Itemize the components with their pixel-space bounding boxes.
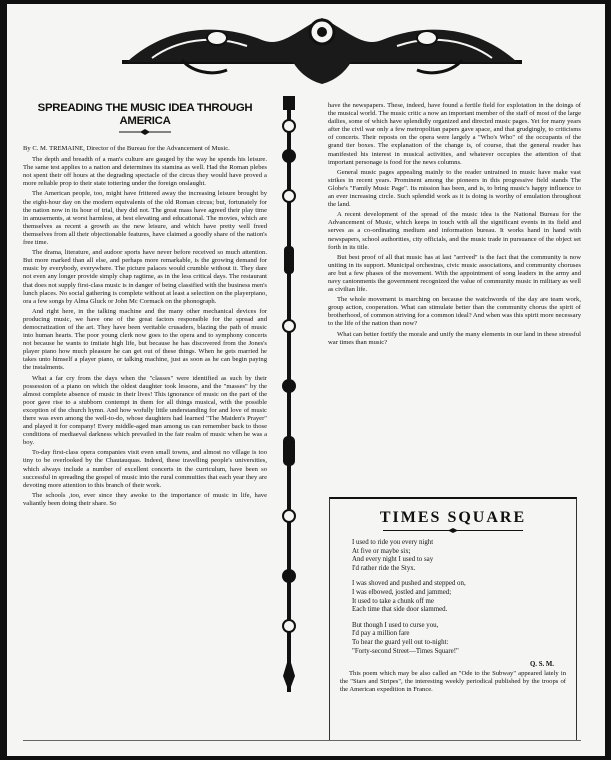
poem-body: [352, 539, 576, 656]
article-headline: SPREADING THE MUSIC IDEA THROUGH AMERICA: [37, 102, 253, 127]
poem-stanza: [352, 622, 576, 656]
poem-stanza: [352, 539, 576, 573]
article-paragraph: The whole movement is marching on because the watchwords of the day are team work, group action, cooperation. What can stimulate better than the community chorus the spirit of brotherhood, of common striving for a common ideal? And when was this spirit more necessary to the life of the nation than now?: [328, 296, 581, 328]
article-paragraph: But best proof of all that music has at last "arrived" is the fact that the community is now uniting in its support. Municipal orchestras, civic music associations, and community choruses are but a few phases of the movement. With the appointment of song leaders in the army and navy cantonments the government recognized the value of community music in military as well as civilian life.: [328, 253, 581, 294]
magazine-page: [7, 4, 605, 756]
article-paragraph: What can better fortify the morale and unify the many elements in our land in these stressful war times than music?: [328, 330, 581, 346]
article-right-column: [328, 102, 581, 349]
poem-line: I used to ride you every night: [352, 539, 434, 546]
poem-title: TIMES SQUARE: [379, 509, 527, 526]
article-left-column: [23, 102, 267, 510]
article-paragraph: And right here, in the talking machine and the many other mechanical devices for producing music, we have one of the great factors responsible for the spread and democratization of the art. They have been veritable crusaders, blazing the path of music into human hearts. The poor young clerk now goes to the opera and to symphony concerts not because he wants to imitate high life, but because he has discovered from the Jones's player piano how much pleasure he can get out of these things. When he gets married he takes unto himself a player piano, or talking machine, just as soon as he can begin paying the instalments.: [23, 307, 267, 372]
poem-line: It used to take a chunk off me: [352, 597, 434, 605]
poem-title-rule: [383, 528, 523, 533]
article-paragraph: A recent development of the spread of the music idea is the National Bureau for the Advancement of Music, which keeps in touch with all the significant events in its field and serves as a co-ordinating medium and information bureau. It works hand in hand with newspapers, school authorities, city officials, and the music trade in pursuance of the object set forth in its title.: [328, 211, 581, 251]
article-paragraph: The American people, too, might have frittered away the increasing leisure brought by the eight-hour day on the modern equivalents of the old Roman circus; but, fortunately for the nation now in its hour of trial, they did not. The great mass have agreed their play time in amusements, at worst harmless, at best elevating and educational. The movies, which are themselves as recent a growth as the new leisure, and which have pretty well freed themselves from all their objectionable features, have claimed a goodly share of the nation's free time.: [23, 190, 267, 247]
headline-rule-ornament: [119, 129, 171, 135]
article-paragraph: The drama, literature, and audoor sports have never before received so much attention. But more marked than all else, and perhaps more remarkable, is the growing demand for music by everybody, everywhere. The picture palaces would crumble without it. They dare not even any longer provide simply chap ragtime, as in the less critical days. The restaurant that does not supply first-class music is in danger of being classified with the business men's lunch places. No social gathering is complete without at least a selection on the playerpiano, ora a few songs by Alma Gluck or John Mc Cormack on the phonograph.: [23, 249, 267, 305]
poem-line: And every night I used to say: [352, 556, 434, 564]
poem-line: "Forty-second Street—Times Square!": [352, 647, 459, 655]
poem-source-note: This poem which may be also called an "Ode to the Subway" appeared lately in the "Stars and Stripes", the interesting weekly periodical published by the troops of the American expedition in France.: [340, 670, 566, 694]
article-paragraph: To-day first-class opera companies visit even small towns, and almost no village is too tiny to be overlooked by the Chautauquas. Indeed, these travelling people's universities, which always include a number of excellent concerts in the curriculum, have been so successful in spreading the gospel of music into the rural commuities that each year they are devoting more attention to this branch of their work.: [23, 449, 267, 489]
poem-line: I'd pay a million fare: [352, 630, 410, 638]
article-byline: By C. M. TREMAINE, Director of the Bureau for the Advancement of Music.: [23, 145, 230, 152]
poem-line: I was shoved and pushed and stepped on,: [352, 580, 466, 588]
page-bottom-rule: [23, 740, 581, 741]
poem-line: I'd rather ride the Styx.: [352, 564, 416, 572]
times-square-poem-box: [329, 497, 577, 741]
poem-line: I was elbowed, jostled and jammed;: [352, 588, 452, 596]
poem-line: Each time that side door slammed.: [352, 606, 448, 614]
poem-line: But though I used to curse you,: [352, 621, 439, 629]
ornamental-column-divider: [277, 96, 301, 692]
article-paragraph: The schools ,too, ever since they awoke to the importance of music in life, have valiantly been doing their share. So: [23, 491, 267, 507]
article-paragraph: What a far cry from the days when the "classes" were identified as such by their possession of a piano on which the oldest daughter took lessons, and the "masses" by the almost complete absence of music in their lives! This ignorance of music on the part of the poor gave rise to a stubborn contempt in them for all things musical, with the possible exception of the church hymn. And how wofully little understanding for and love of music there was even among the well-to-do, whose daughters had learned "The Maiden's Prayer" and played it for company! Every middle-aged man among us can remember back to those conditions of mediaeval darkness which prevailed in the fair realm of music when he was a boy.: [23, 374, 267, 447]
article-paragraph: have the newspapers. These, indeed, have found a fertile field for explotation in the doings of the musical world. The music critic a now an important member of the staff of most of the large dailies, some of which have splendidly organized and directed music pages. Yet for many years after the civil war only a few metropolitan papers gave space, and that grudgingly, to criticisms of concerts. Their reposts on the opera were largely a "Who's Who" of the occupants of the grand tier boxes. The explanation of the change is, of course, that the general reader has manifested his interest in musical activities, and whatever occupies the attention of that important personage is food for the news columns.: [328, 102, 581, 166]
decorative-header-ornament: [122, 10, 522, 88]
poem-stanza: [352, 580, 576, 614]
poem-line: To hear the guard yell out to-night:: [352, 638, 449, 646]
article-paragraph: The depth and breadth of a man's culture are gauged by the way he spends his leisure. The same test applies to a nation and determines its stamina as well. Had the Roman plebes not spent their off hours at the degrading spectacle of the circus they would have proved a more reliable prop to their state tottering under the foreign onslaught.: [23, 156, 267, 188]
article-paragraph: General music pages appealing mainly to the reader untrained in music have make vast strikes in recent years. Prominent among the pioneers in this progressive field stands The Globe's "Family Music Page". Its mission has been, and is, to bring music's happy influence to an ever increasing circle. Such splendid work as it is doing is worthy of emulation throughout the land.: [328, 168, 581, 209]
poem-line: At five or maybe six;: [352, 547, 411, 555]
poem-signature: Q. S. M.: [530, 661, 554, 669]
